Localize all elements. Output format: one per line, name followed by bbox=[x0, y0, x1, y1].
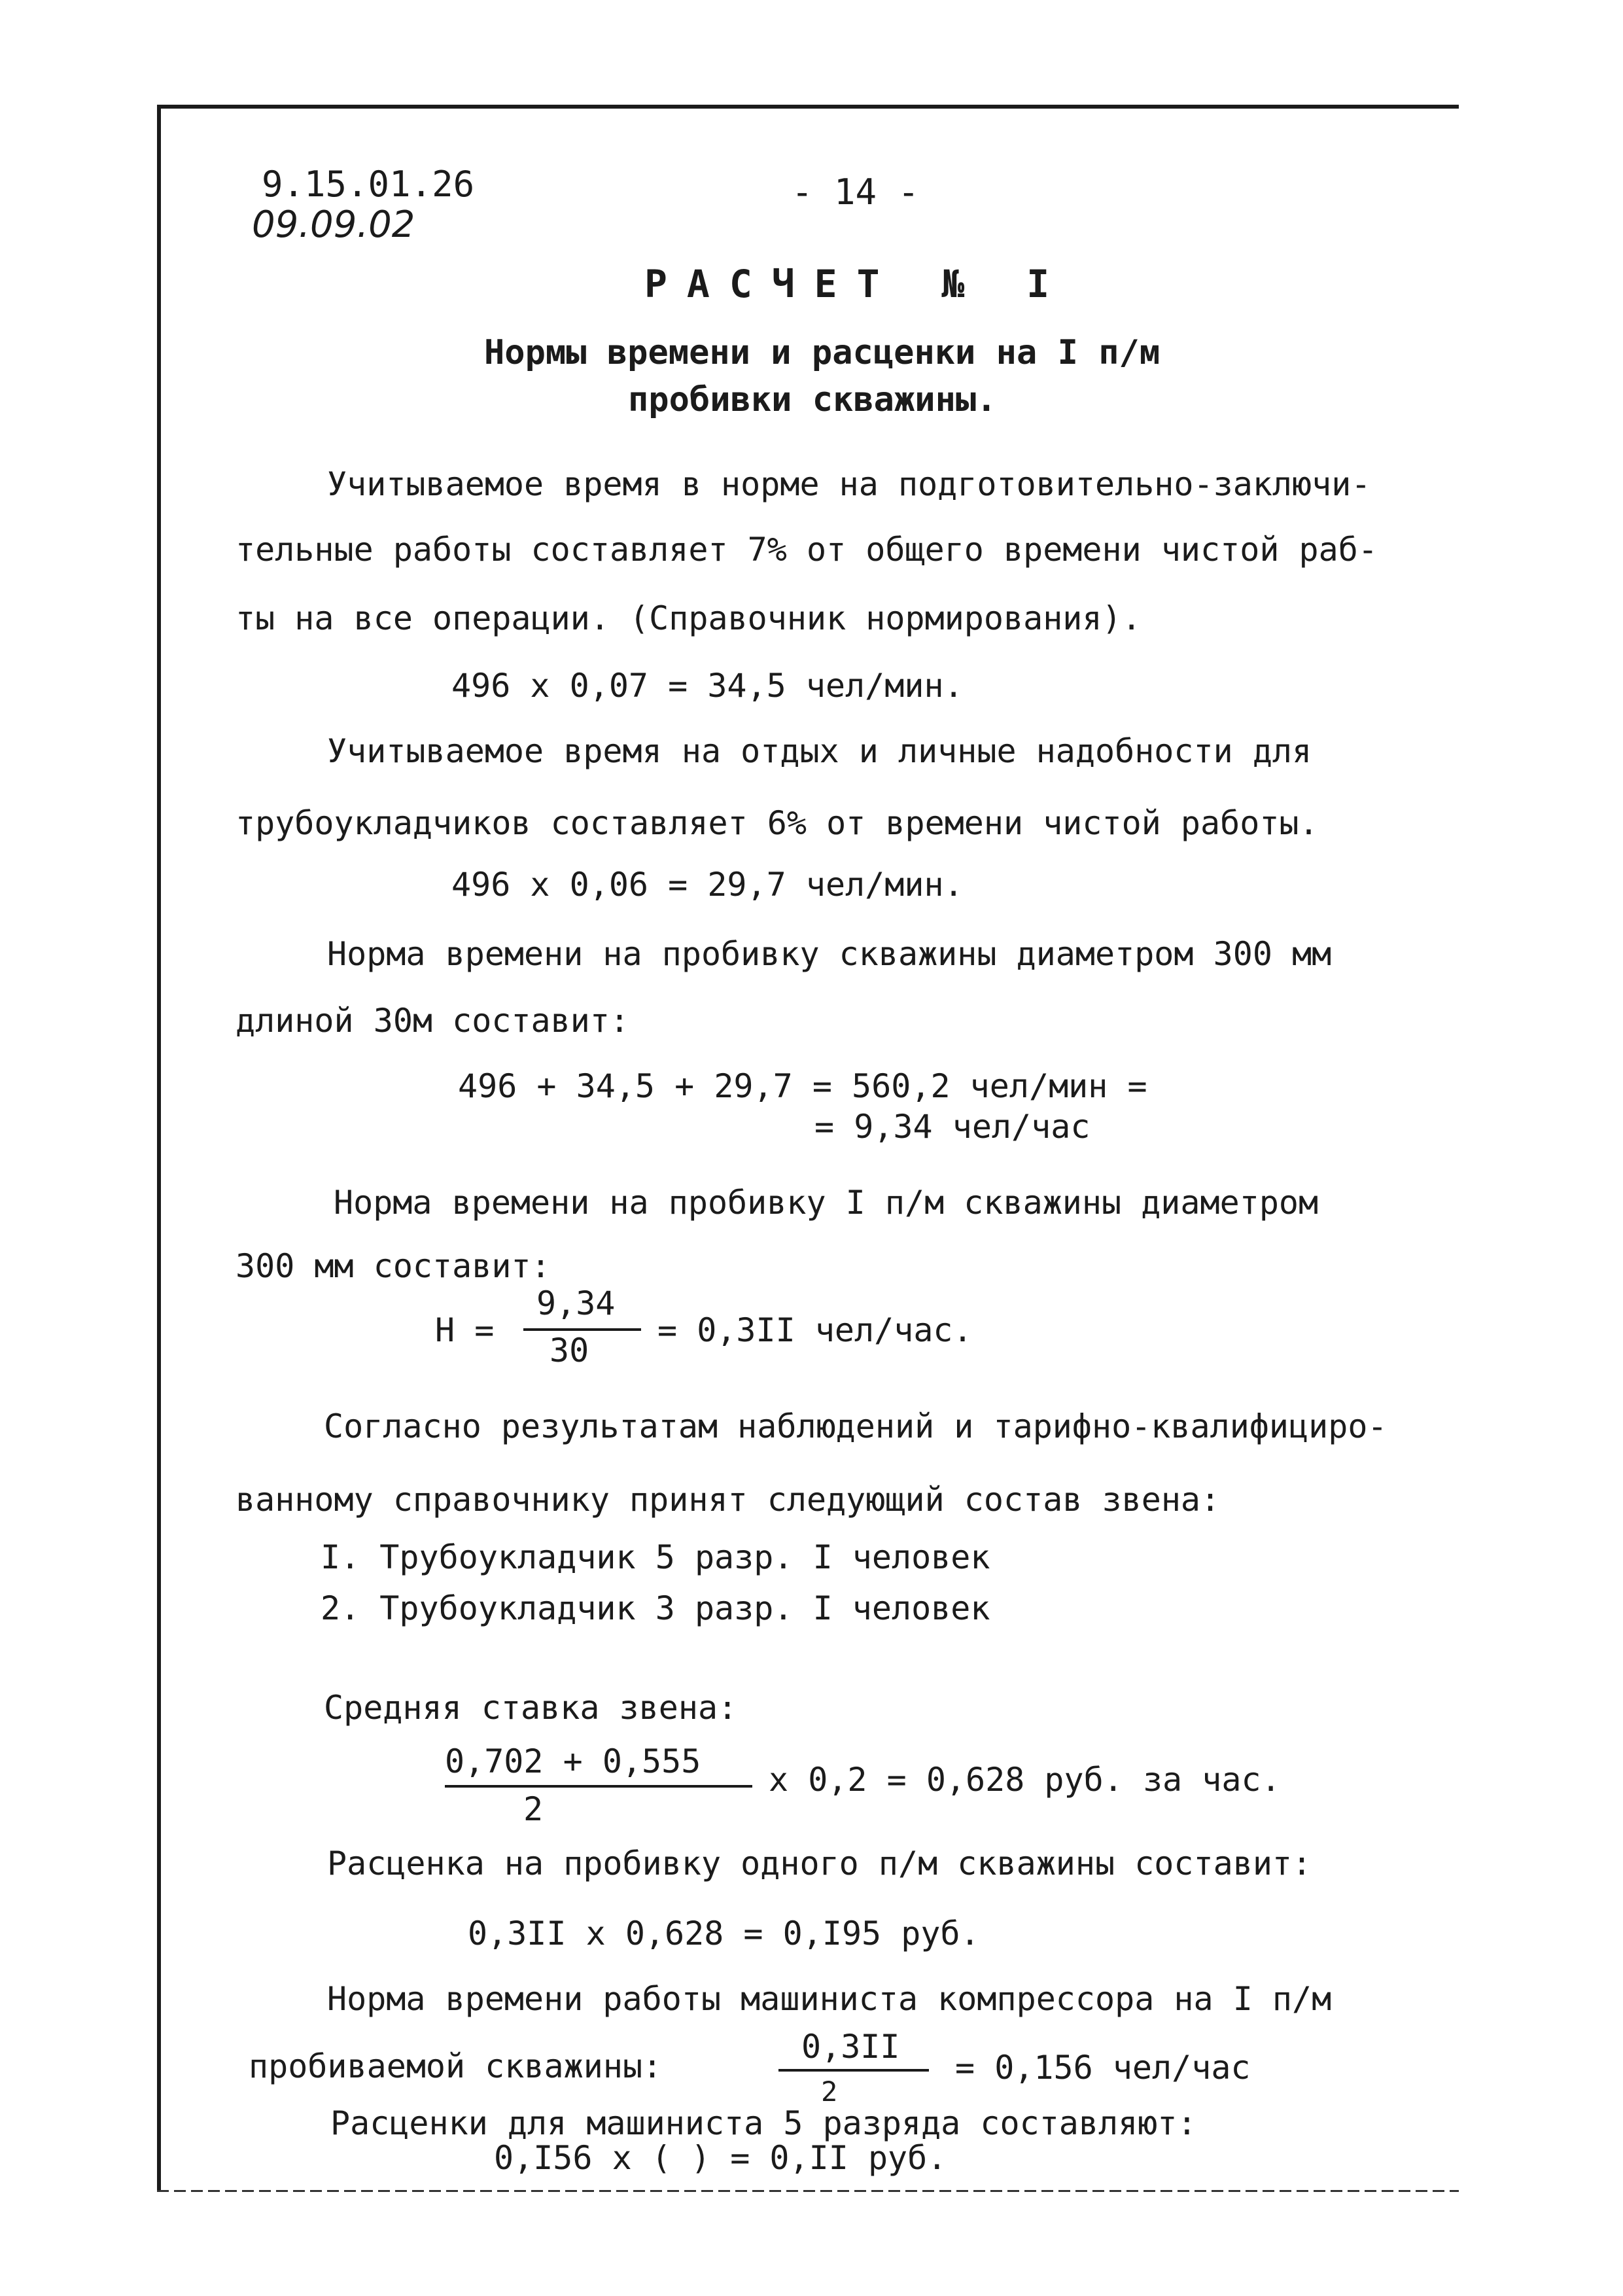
page-number: - 14 - bbox=[792, 171, 920, 213]
formula-9: 0,I56 x ( ) = 0,II руб. bbox=[494, 2139, 947, 2177]
formula-7: 0,3II x 0,628 = 0,I95 руб. bbox=[468, 1915, 980, 1952]
formula-4-rhs: = 0,3II чел/час. bbox=[657, 1311, 973, 1349]
paragraph-5-line-2: ванному справочнику принят следующий состав звена: bbox=[236, 1481, 1221, 1519]
page-border-bottom bbox=[157, 2190, 1459, 2192]
page-border-left bbox=[157, 105, 161, 2192]
formula-3-line-1: 496 + 34,5 + 29,7 = 560,2 чел/мин = bbox=[458, 1067, 1147, 1105]
paragraph-6: Средняя ставка звена: bbox=[324, 1689, 738, 1727]
paragraph-1-line-1: Учитываемое время в норме на подготовительно-заключи- bbox=[327, 465, 1371, 503]
formula-3-line-2: = 9,34 чел/час bbox=[814, 1108, 1091, 1146]
formula-8-numerator: 0,3II bbox=[801, 2028, 900, 2066]
formula-8-denominator: 2 bbox=[821, 2075, 838, 2108]
formula-4-numerator: 9,34 bbox=[536, 1284, 616, 1322]
paragraph-1-line-3: ты на все операции. (Справочник нормирования). bbox=[236, 599, 1142, 637]
fraction-bar-8 bbox=[778, 2069, 929, 2072]
paragraph-3-line-2: длиной 30м составит: bbox=[236, 1002, 630, 1040]
paragraph-1-line-2: тельные работы составляет 7% от общего времени чистой раб- bbox=[236, 531, 1378, 569]
subtitle-line-1: Нормы времени и расценки на I п/м bbox=[484, 333, 1161, 372]
crew-member-1: I. Трубоукладчик 5 разр. I человек bbox=[321, 1538, 990, 1576]
paragraph-4-line-2: 300 мм составит: bbox=[236, 1247, 551, 1285]
paragraph-7: Расценка на пробивку одного п/м скважины составит: bbox=[327, 1845, 1312, 1882]
paragraph-2-line-1: Учитываемое время на отдых и личные надобности для bbox=[327, 732, 1312, 770]
formula-4-denominator: 30 bbox=[550, 1332, 589, 1369]
paragraph-2-line-2: трубоукладчиков составляет 6% от времени чистой работы. bbox=[236, 804, 1319, 842]
paragraph-8-line-2-label: пробиваемой скважины: bbox=[249, 2047, 663, 2085]
formula-2: 496 x 0,06 = 29,7 чел/мин. bbox=[451, 866, 964, 904]
paragraph-4-line-1: Норма времени на пробивку I п/м скважины диаметром bbox=[334, 1184, 1319, 1222]
formula-6-rhs: x 0,2 = 0,628 руб. за час. bbox=[769, 1761, 1281, 1799]
paragraph-5-line-1: Согласно результатам наблюдений и тарифно-квалифициро- bbox=[324, 1407, 1387, 1445]
page-title: РАСЧЕТ № I bbox=[644, 262, 1070, 306]
formula-6-numerator: 0,702 + 0,555 bbox=[445, 1742, 701, 1780]
document-code: 9.15.01.26 bbox=[262, 164, 475, 205]
crew-member-2: 2. Трубоукладчик 3 разр. I человек bbox=[321, 1589, 990, 1627]
subtitle-line-2: пробивки скважины. bbox=[628, 380, 997, 419]
formula-8-rhs: = 0,156 чел/час bbox=[955, 2049, 1251, 2087]
paragraph-9: Расценки для машиниста 5 разряда составляют: bbox=[330, 2104, 1197, 2142]
formula-6-denominator: 2 bbox=[523, 1790, 544, 1828]
handwritten-date: 09.09.02 bbox=[252, 203, 415, 246]
paragraph-3-line-1: Норма времени на пробивку скважины диаметром 300 мм bbox=[327, 935, 1332, 973]
formula-4-lhs: Н = bbox=[435, 1311, 495, 1349]
paragraph-8-line-1: Норма времени работы машиниста компрессора на I п/м bbox=[327, 1980, 1332, 2018]
page-border-top bbox=[157, 105, 1459, 109]
fraction-bar-6 bbox=[445, 1785, 752, 1788]
formula-1: 496 x 0,07 = 34,5 чел/мин. bbox=[451, 667, 964, 705]
